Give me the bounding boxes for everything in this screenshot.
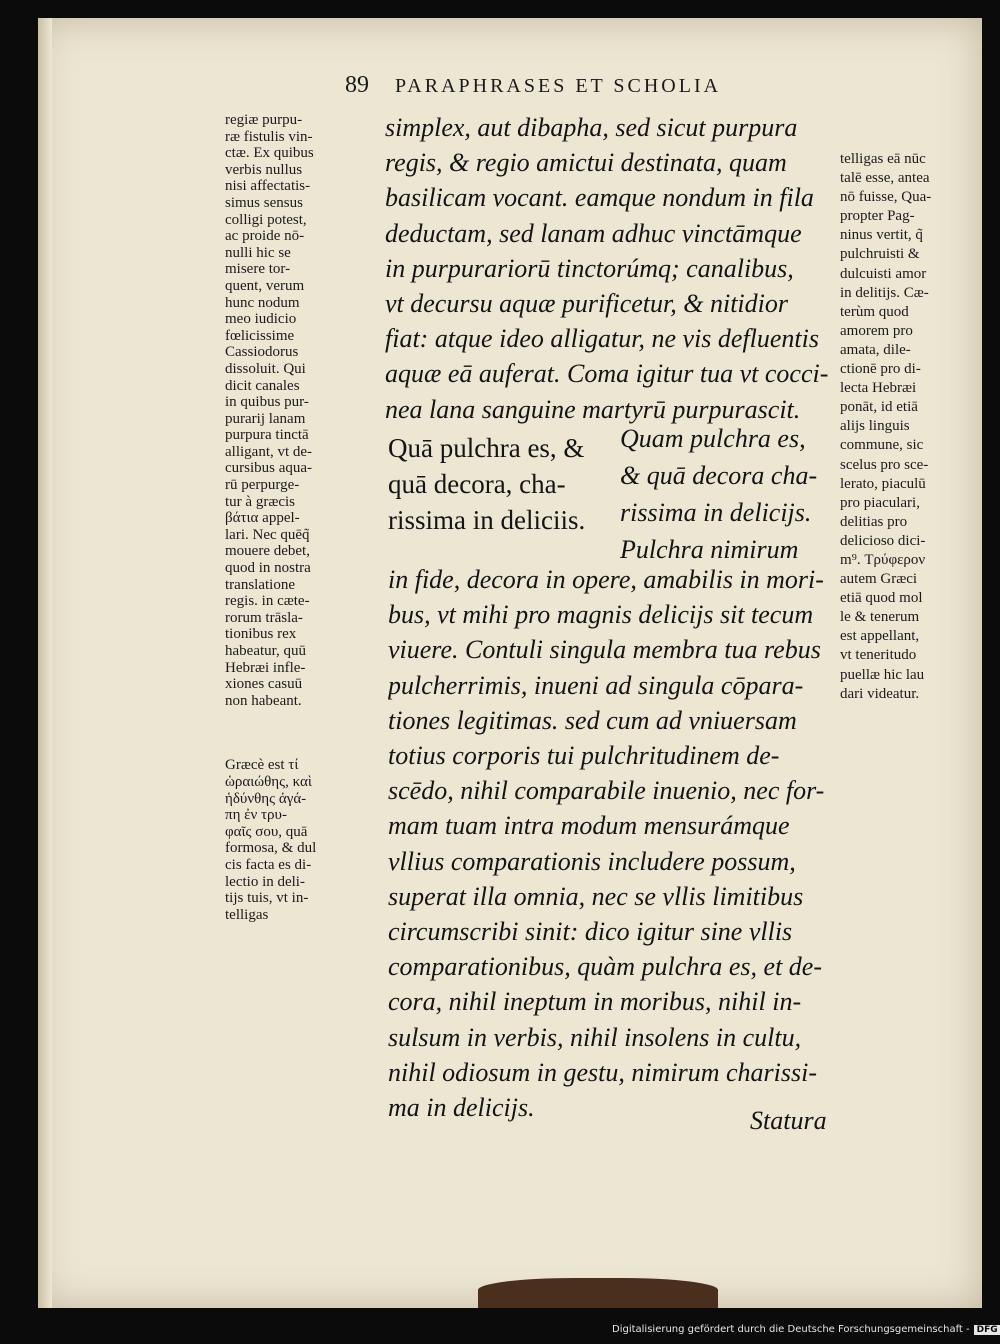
greek-note-line: telligas: [225, 906, 269, 923]
lemma-line: quā decora, cha-: [388, 469, 566, 499]
text-line: scēdo, nihil comparabile inuenio, nec for-: [388, 776, 825, 806]
lemma-line: Quā pulchra es, &: [388, 433, 585, 463]
margin-note-line: est appellant,: [840, 628, 920, 645]
margin-note-line: talē esse, antea: [840, 170, 930, 187]
margin-note-line: delicioso dici-: [840, 532, 926, 549]
paraphrase-side: [620, 420, 835, 568]
margin-note-line: dulcuisti amor: [840, 265, 927, 282]
text-line: simplex, aut dibapha, sed sicut purpura: [385, 113, 798, 142]
margin-note-line: hunc nodum: [225, 294, 300, 311]
margin-note-line: autem Græci: [840, 571, 918, 588]
margin-note-line: verbis nullus: [225, 161, 303, 178]
text-line: totius corporis tui pulchritudinem de-: [388, 741, 780, 771]
margin-note-line: telligas eā nūc: [840, 151, 926, 167]
margin-note-line: commune, sic: [840, 437, 924, 454]
margin-note-line: in quibus pur-: [225, 394, 309, 411]
text-line: fiat: atque ideo alligatur, ne vis defluentis: [385, 324, 820, 354]
running-header: [345, 72, 721, 99]
text-line: & quā decora cha-: [620, 461, 818, 490]
margin-note-line: ræ fistulis vin-: [225, 128, 313, 145]
greek-note-line: cis facta es di-: [225, 856, 312, 873]
text-line: tiones legitimas. sed cum ad vniuersam: [388, 705, 797, 735]
margin-note-line: meo iudicio: [225, 311, 297, 328]
margin-note-line: tur à græcis: [225, 493, 295, 510]
page-edge-shadow: [38, 18, 52, 1308]
margin-note-line: scelus pro sce-: [840, 456, 929, 473]
margin-note-line: ctionē pro di-: [840, 361, 921, 378]
margin-note-line: m⁹. Τρύφερον: [840, 551, 926, 568]
margin-note-line: simus sensus: [225, 194, 303, 211]
margin-note-line: rorum trāsla-: [225, 609, 303, 626]
text-line: Quam pulchra es,: [620, 424, 806, 453]
text-line: viuere. Contuli singula membra tua rebus: [388, 635, 821, 665]
margin-note-line: ponāt, id etiā: [840, 399, 918, 416]
margin-note-line: pro piaculari,: [840, 494, 920, 511]
margin-note-line: non habeant.: [225, 692, 302, 709]
margin-note-line: nulli hic se: [225, 244, 291, 261]
text-line: circumscribi sinit: dico igitur sine vllis: [388, 917, 793, 947]
text-line: regis, & regio amictui destinata, quam: [385, 148, 787, 178]
text-line: Pulchra nimirum: [620, 535, 799, 564]
text-line: nea lana sanguine martyrū purpurascit.: [385, 394, 801, 424]
margin-note-line: rū perpurge-: [225, 477, 300, 494]
text-line: cora, nihil ineptum in moribus, nihil in-: [388, 987, 802, 1017]
text-line: vllius comparationis includere possum,: [388, 846, 796, 876]
running-title: PARAPHRASES ET SCHOLIA: [395, 75, 722, 97]
left-margin-notes: [225, 112, 370, 923]
margin-note-line: Cassiodorus: [225, 344, 299, 361]
margin-note-line: vt teneritudo: [840, 647, 917, 664]
greek-note-line: tijs tuis, vt in-: [225, 890, 309, 907]
catchword: Statura: [750, 1106, 827, 1135]
text-line: aquæ eā auferat. Coma igitur tua vt cocci-: [385, 359, 829, 389]
margin-note-line: terùm quod: [840, 303, 909, 320]
margin-note-line: quent, verum: [225, 277, 305, 294]
page-number: 89: [345, 72, 369, 98]
text-line: pulcherrimis, inueni ad singula cōpara-: [388, 670, 804, 700]
margin-note-line: nō fuisse, Qua-: [840, 189, 932, 206]
text-line: sulsum in verbis, nihil insolens in cultu,: [388, 1022, 802, 1052]
margin-note-line: tionibus rex: [225, 626, 297, 643]
greek-note-line: φαῖς σου, quā: [225, 823, 308, 840]
margin-note-line: alijs linguis: [840, 418, 910, 435]
margin-note-line: amorem pro: [840, 322, 913, 339]
margin-note-line: fœlicissime: [225, 327, 295, 344]
margin-note-line: habeatur, quū: [225, 643, 307, 659]
margin-note-line: mouere debet,: [225, 543, 310, 560]
text-line: ma in delicijs.: [388, 1093, 535, 1123]
footer-text: Digitalisierung gefördert durch die Deutsche Forschungsgemeinschaft -: [612, 1324, 970, 1335]
margin-note-line: xiones casuū: [225, 676, 303, 693]
margin-note-line: delitias pro: [840, 513, 908, 530]
margin-note-line: dari videatur.: [840, 685, 920, 702]
margin-note-line: amata, dile-: [840, 341, 911, 358]
margin-note-line: Hebræi infle-: [225, 659, 306, 676]
greek-note-line: ὡραιώθης, καὶ: [225, 773, 312, 790]
text-line: rissima in delicijs.: [620, 498, 812, 527]
text-line: in fide, decora in opere, amabilis in mori-: [388, 565, 824, 594]
text-line: mam tuam intra modum mensurámque: [388, 811, 790, 841]
margin-note-line: pulchruisti &: [840, 246, 920, 263]
margin-note-line: puellæ hic lau: [840, 666, 925, 683]
margin-note-line: dissoluit. Qui: [225, 360, 306, 377]
margin-note-line: in delitijs. Cæ-: [840, 284, 929, 301]
margin-note-line: dicit canales: [225, 377, 300, 394]
lemma-verse: [388, 430, 608, 538]
text-line: in purpurariorū tinctorúmq; canalibus,: [385, 253, 794, 283]
text-line: comparationibus, quàm pulchra es, et de-: [388, 952, 823, 982]
greek-note-line: πη ἐν τρυ-: [225, 807, 287, 824]
text-line: bus, vt mihi pro magnis delicijs sit tecum: [388, 600, 814, 630]
margin-note-line: lecta Hebræi: [840, 380, 917, 397]
greek-note-line: ἡδύνθης ἀγά-: [225, 790, 307, 807]
margin-note-line: purpura tinctā: [225, 427, 309, 444]
margin-note-line: propter Pag-: [840, 208, 915, 225]
margin-note-line: ninus vertit, q̃: [840, 227, 923, 244]
greek-note-line: formosa, & dul: [225, 840, 317, 857]
margin-note-line: nisi affectatis-: [225, 178, 311, 195]
greek-note-line: Græcè est τί: [225, 757, 299, 774]
dfg-logo: DFG: [974, 1325, 1000, 1335]
margin-note-line: lari. Nec quēq̃: [225, 526, 310, 543]
text-line: basilicam vocant. eamque nondum in fila: [385, 183, 814, 213]
text-line: superat illa omnia, nec se vllis limitibus: [388, 881, 804, 911]
text-line: deductam, sed lanam adhuc vinctāmque: [385, 218, 802, 248]
margin-note-line: purarij lanam: [225, 410, 306, 427]
text-line: vt decursu aquæ purificetur, & nitidior: [385, 289, 788, 319]
main-text-top: [385, 110, 835, 427]
margin-note-line: ctæ. Ex quibus: [225, 145, 314, 162]
right-margin-notes: [840, 150, 962, 704]
margin-note-line: lerato, piaculū: [840, 475, 926, 492]
margin-note-line: le & tenerum: [840, 609, 920, 626]
margin-note-line: misere tor-: [225, 261, 291, 278]
text-line: nihil odiosum in gestu, nimirum charissi-: [388, 1057, 818, 1087]
footer-credit: [612, 1324, 1000, 1335]
lemma-line: rissima in deliciis.: [388, 505, 586, 535]
margin-note-line: regis. in cæte-: [225, 593, 310, 610]
margin-note-line: quod in nostra: [225, 560, 311, 577]
margin-note-line: cursibus aqua-: [225, 460, 313, 477]
greek-note-line: lectio in deli-: [225, 873, 305, 890]
margin-note-line: βάτια appel-: [225, 510, 300, 527]
margin-note-line: colligi potest,: [225, 211, 307, 228]
margin-note-line: regiæ purpu-: [225, 112, 303, 128]
main-text-bottom: [388, 562, 838, 1125]
margin-note-line: translatione: [225, 576, 295, 593]
margin-note-line: ac proide nō-: [225, 228, 305, 245]
margin-note-line: etiā quod mol: [840, 590, 923, 607]
damage-stain: [478, 1278, 718, 1308]
margin-note-line: alligant, vt de-: [225, 443, 313, 460]
margin-gap: [225, 709, 370, 757]
